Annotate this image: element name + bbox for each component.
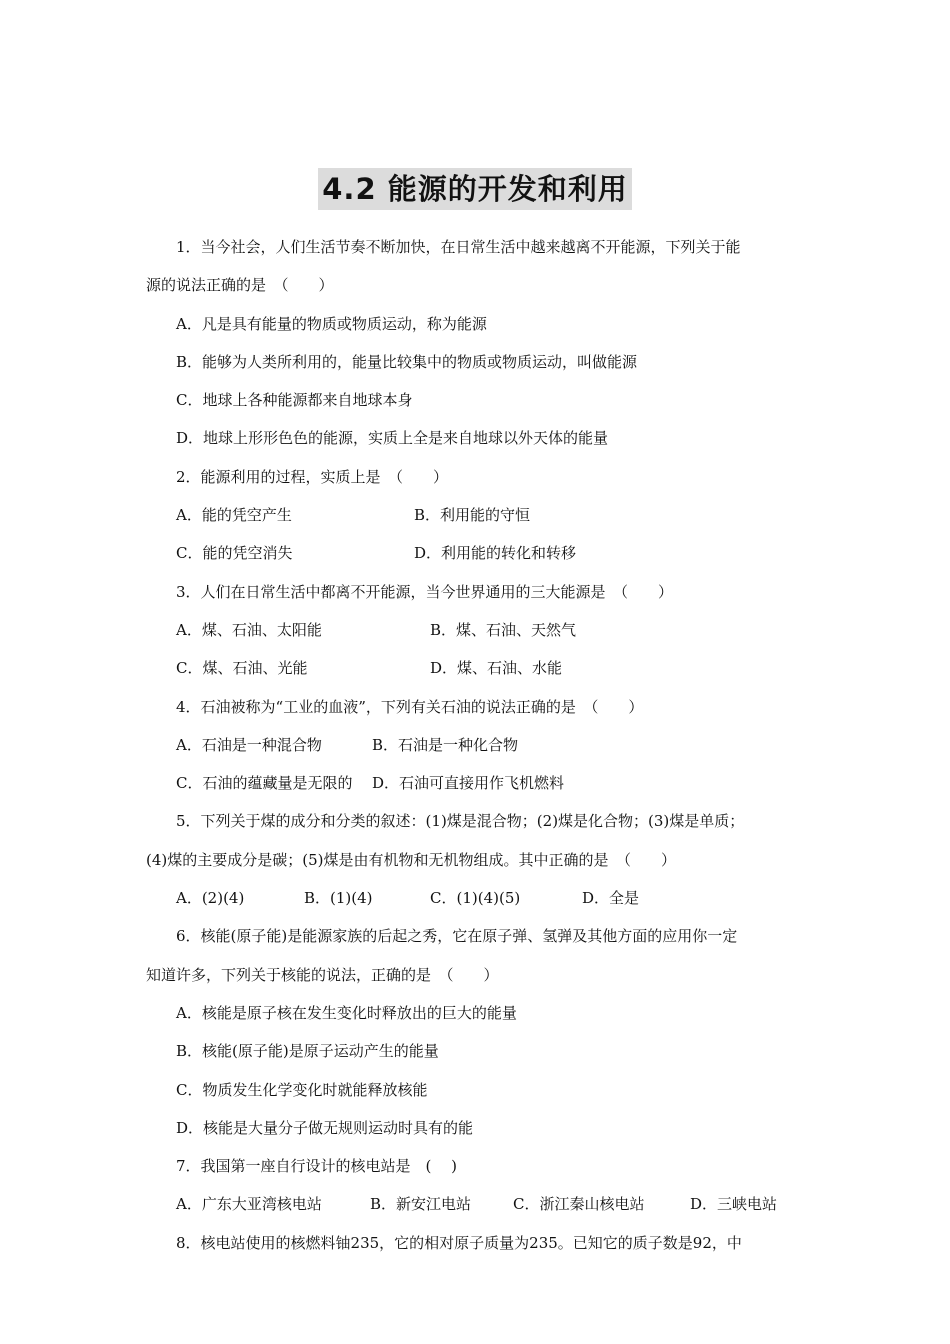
question-text: 3．人们在日常生活中都离不开能源，当今世界通用的三大能源是 （ ） bbox=[176, 582, 674, 601]
question-block bbox=[146, 573, 822, 688]
question-text: 2．能源利用的过程，实质上是 （ ） bbox=[176, 467, 449, 486]
question-text: 5．下列关于煤的成分和分类的叙述：(1)煤是混合物；(2)煤是化合物；(3)煤是单质； bbox=[176, 812, 745, 831]
option-item: D．地球上形形色色的能源，实质上全是来自地球以外天体的能量 bbox=[176, 429, 609, 448]
option-item: A．煤、石油、太阳能 bbox=[176, 620, 322, 639]
option-item: B．新安江电站 bbox=[370, 1195, 472, 1214]
option-row bbox=[146, 726, 822, 764]
question-block bbox=[146, 802, 822, 917]
option-item: D．全是 bbox=[582, 889, 640, 908]
option-row bbox=[146, 305, 822, 343]
option-item: C．物质发生化学变化时就能释放核能 bbox=[176, 1080, 428, 1099]
option-row bbox=[146, 496, 822, 534]
option-row bbox=[146, 419, 822, 457]
question-block bbox=[146, 1224, 822, 1262]
question-text: 4．石油被称为“工业的血液”，下列有关石油的说法正确的是 （ ） bbox=[176, 697, 644, 716]
option-row bbox=[146, 764, 822, 802]
option-item: B．能够为人类所利用的，能量比较集中的物质或物质运动，叫做能源 bbox=[176, 352, 638, 371]
question-text: 源的说法正确的是 （ ） bbox=[146, 276, 334, 295]
option-row bbox=[146, 381, 822, 419]
option-item: C．地球上各种能源都来自地球本身 bbox=[176, 391, 413, 410]
option-item: D．利用能的转化和转移 bbox=[414, 544, 577, 563]
option-row bbox=[146, 534, 822, 572]
option-item: A．(2)(4) bbox=[176, 889, 245, 908]
option-item: A．石油是一种混合物 bbox=[176, 735, 322, 754]
option-item: A．广东大亚湾核电站 bbox=[176, 1195, 322, 1214]
option-item: B．(1)(4) bbox=[304, 889, 373, 908]
option-row bbox=[146, 879, 822, 917]
question-block bbox=[146, 228, 822, 458]
option-item: B．核能(原子能)是原子运动产生的能量 bbox=[176, 1042, 439, 1061]
option-item: A．核能是原子核在发生变化时释放出的巨大的能量 bbox=[176, 1003, 517, 1022]
question-text: 1．当今社会，人们生活节奏不断加快，在日常生活中越来越离不开能源，下列关于能 bbox=[176, 238, 741, 256]
option-row bbox=[146, 1032, 822, 1070]
option-item: C．煤、石油、光能 bbox=[176, 659, 308, 678]
option-item: B．石油是一种化合物 bbox=[372, 735, 519, 754]
question-text: 6．核能(原子能)是能源家族的后起之秀，它在原子弹、氢弹及其他方面的应用你一定 bbox=[176, 927, 738, 946]
question-block bbox=[146, 1147, 822, 1224]
question-list bbox=[146, 228, 822, 1262]
option-item: B．煤、石油、天然气 bbox=[430, 620, 577, 639]
option-item: A．凡是具有能量的物质或物质运动，称为能源 bbox=[176, 314, 487, 333]
option-item: C．浙江秦山核电站 bbox=[513, 1195, 645, 1214]
option-item: C．(1)(4)(5) bbox=[430, 889, 521, 908]
option-row bbox=[146, 611, 822, 649]
question-text: 知道许多，下列关于核能的说法，正确的是 （ ） bbox=[146, 965, 499, 984]
option-row bbox=[146, 1185, 822, 1223]
title-row bbox=[0, 168, 950, 210]
option-row bbox=[146, 343, 822, 381]
option-item: A．能的凭空产生 bbox=[176, 506, 292, 525]
question-block bbox=[146, 688, 822, 803]
question-text: (4)煤的主要成分是碳；(5)煤是由有机物和无机物组成。其中正确的是 （ ） bbox=[146, 850, 676, 869]
page-title: 4.2 能源的开发和利用 bbox=[318, 168, 631, 210]
option-item: C．能的凭空消失 bbox=[176, 544, 293, 563]
option-item: B．利用能的守恒 bbox=[414, 506, 531, 525]
option-item: D．煤、石油、水能 bbox=[430, 659, 563, 678]
question-block bbox=[146, 917, 822, 1147]
option-item: D．三峡电站 bbox=[690, 1195, 778, 1214]
question-text: 7．我国第一座自行设计的核电站是 ( ) bbox=[176, 1157, 458, 1176]
option-row bbox=[146, 649, 822, 687]
question-block bbox=[146, 458, 822, 573]
option-item: D．石油可直接用作飞机燃料 bbox=[372, 774, 565, 793]
option-item: C．石油的蕴藏量是无限的 bbox=[176, 774, 353, 793]
option-item: D．核能是大量分子做无规则运动时具有的能 bbox=[176, 1118, 474, 1137]
option-row bbox=[146, 1071, 822, 1109]
option-row bbox=[146, 1109, 822, 1147]
question-text: 8．核电站使用的核燃料铀235，它的相对原子质量为235。已知它的质子数是92，中 bbox=[176, 1233, 742, 1252]
option-row bbox=[146, 994, 822, 1032]
